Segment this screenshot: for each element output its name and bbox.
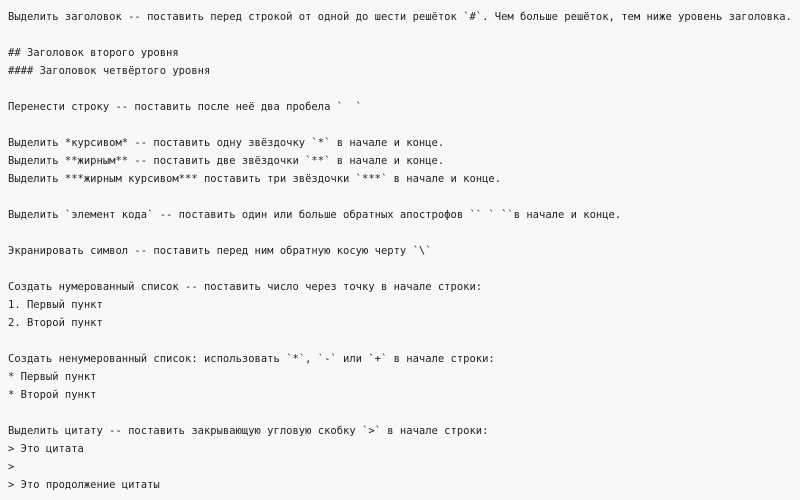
text-line: Создать нумерованный список -- поставить число через точку в начале строки: — [8, 281, 483, 293]
text-line-blank — [8, 26, 800, 44]
text-line: ## Заголовок второго уровня — [8, 47, 179, 59]
text-line: Выделить **жирным** -- поставить две звёздочки `**` в начале и конце. — [8, 155, 445, 167]
text-line: Выделить `элемент кода` -- поставить один или больше обратных апострофов `` ` ``в начале и конце. — [8, 209, 622, 221]
text-line-blank — [8, 224, 800, 242]
text-line-blank — [8, 80, 800, 98]
text-line: * Первый пункт — [8, 371, 97, 383]
text-line: Выделить цитату -- поставить закрывающую угловую скобку `>` в начале строки: — [8, 425, 489, 437]
text-line: Выделить *курсивом* -- поставить одну звёздочку `*` в начале и конце. — [8, 137, 445, 149]
text-line: > Это продолжение цитаты — [8, 479, 160, 491]
text-line: 1. Первый пункт — [8, 299, 103, 311]
text-line: Создать ненумерованный список: использовать `*`, `-` или `+` в начале строки: — [8, 353, 495, 365]
text-line: * Второй пункт — [8, 389, 97, 401]
text-line: Перенести строку -- поставить после неё два пробела ` ` — [8, 101, 363, 113]
text-line-blank — [8, 332, 800, 350]
text-line-blank — [8, 116, 800, 134]
text-line: #### Заголовок четвёртого уровня — [8, 65, 211, 77]
text-line: 2. Второй пункт — [8, 317, 103, 329]
text-line-blank — [8, 188, 800, 206]
text-line: Выделить заголовок -- поставить перед строкой от одной до шести решёток `#`. Чем больше решёток, тем ниже уровень заголовка. — [8, 11, 792, 23]
text-line: Выделить ***жирным курсивом*** поставить три звёздочки `***` в начале и конце. — [8, 173, 502, 185]
text-line: > Это цитата — [8, 443, 84, 455]
text-line: > — [8, 461, 15, 473]
text-line-blank — [8, 404, 800, 422]
text-line-blank — [8, 260, 800, 278]
text-line: Экранировать символ -- поставить перед ним обратную косую черту `\` — [8, 245, 432, 257]
